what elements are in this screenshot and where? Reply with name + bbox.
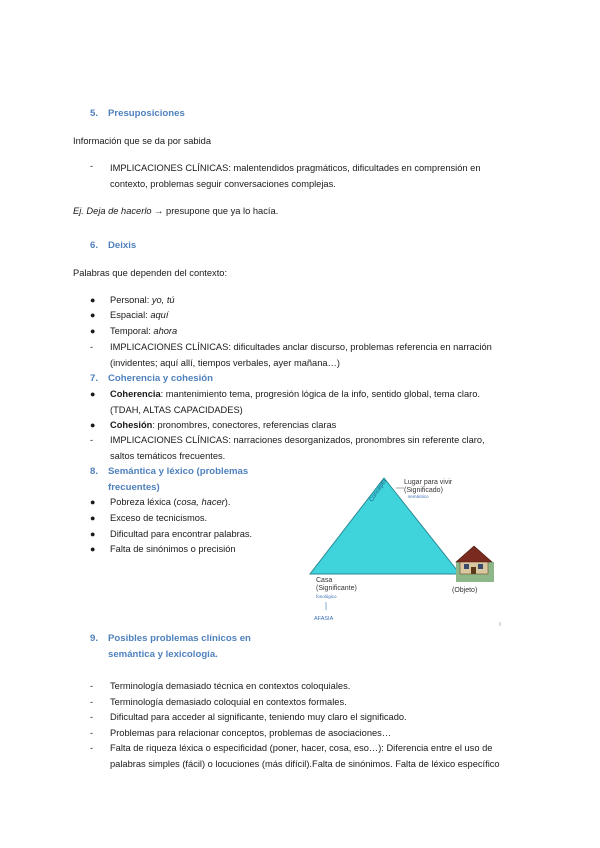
section-6-heading — [90, 238, 136, 253]
deixis-label: Personal: — [110, 295, 152, 305]
semantica-item-2 — [0, 511, 300, 526]
coherencia-text: : mantenimiento tema, progresión lógica de la info, sentido global, tema claro. (TDAH, ALTAS CAPACIDADES) — [110, 389, 481, 415]
section-9-number: 9. — [90, 633, 99, 644]
deixis-item-espacial — [0, 308, 600, 323]
cohesion-text: : pronombres, conectores, referencias claras — [152, 420, 337, 430]
left-small-label: fonológico — [316, 594, 337, 599]
section-5-title: Presuposiciones — [108, 108, 185, 119]
example-italic: Ej. Deja de hacerlo — [73, 206, 152, 216]
top-small-label: semántico — [408, 494, 429, 499]
bullet-marker: ● — [90, 513, 96, 523]
section-9-title-line2: semántica y lexicología. — [108, 649, 218, 660]
house-icon — [456, 546, 494, 582]
item-text: Exceso de tecnicismos. — [110, 513, 208, 523]
cohesion-label: Cohesión — [110, 420, 153, 430]
bullet-marker: ● — [90, 389, 96, 399]
item-text: ). — [224, 497, 231, 507]
object-label: (Objeto) — [452, 587, 478, 594]
section-5-example — [73, 204, 278, 219]
semiotic-triangle-diagram — [300, 474, 515, 629]
bullet-marker: ● — [90, 497, 96, 507]
top-label-line1: Lugar para vivir — [404, 479, 453, 486]
bullet-marker: ● — [90, 310, 96, 320]
dash-marker: - — [90, 743, 94, 753]
bullet-marker: ● — [90, 420, 96, 430]
example-arrow: → — [151, 206, 167, 216]
coherencia-label: Coherencia — [110, 389, 161, 399]
bullet-marker: ● — [90, 544, 96, 554]
section-5-number: 5. — [90, 108, 99, 119]
dash-marker: - — [90, 728, 94, 738]
side-label: Concepto — [368, 478, 389, 504]
implicaciones-text: : malentendidos pragmáticos, dificultades en comprensión en contexto, problemas seguir conversaciones complejas. — [110, 163, 481, 189]
item-text: Falta de sinónimos o precisión — [110, 544, 236, 554]
problem-item-3 — [0, 710, 600, 725]
item-text: Dificultad para encontrar palabras. — [110, 529, 253, 539]
item-text: Terminología demasiado coloquial en contextos formales. — [110, 697, 347, 707]
implicaciones-label: IMPLICACIONES CLÍNICAS — [110, 435, 229, 445]
semantica-item-3 — [0, 527, 300, 542]
item-italic: cosa, hacer — [176, 497, 225, 507]
bullet-marker: ● — [90, 326, 96, 336]
cohesion-item — [0, 418, 600, 433]
semantica-item-1 — [0, 495, 300, 510]
bullet-marker: ● — [90, 295, 96, 305]
example-rest: presupone que ya lo hacía. — [166, 206, 279, 216]
deixis-value: ahora — [153, 326, 178, 336]
section-8-title-line2: frecuentes) — [108, 482, 160, 493]
dash-marker: - — [90, 697, 94, 707]
deixis-item-temporal — [0, 324, 600, 339]
deixis-item-personal — [0, 293, 600, 308]
dash-marker: - — [90, 681, 94, 691]
dash-marker: - — [90, 161, 94, 171]
problem-item-4 — [0, 726, 600, 741]
afasia-label: AFASIA — [314, 616, 334, 622]
section-6-title: Deixis — [108, 240, 137, 251]
section-5-intro: Información que se da por sabida — [73, 136, 211, 146]
section-8-title-line1: Semántica y léxico (problemas — [108, 466, 249, 477]
section-7-title: Coherencia y cohesión — [108, 373, 214, 384]
section-8-heading — [90, 464, 290, 496]
section-5-heading — [90, 106, 185, 121]
section-7-heading — [90, 371, 213, 386]
bullet-marker: ● — [90, 529, 96, 539]
section-6-intro: Palabras que dependen del contexto: — [73, 268, 228, 278]
left-label-line2: (Significante) — [316, 585, 357, 592]
problem-item-1 — [0, 679, 600, 694]
left-label-line1: Casa — [316, 577, 333, 584]
section-7-number: 7. — [90, 373, 99, 384]
section-8-number: 8. — [90, 466, 99, 477]
item-text: Problemas para relacionar conceptos, problemas de asociaciones… — [110, 728, 392, 738]
dash-marker: - — [90, 342, 94, 352]
dash-marker: - — [90, 435, 94, 445]
dash-marker: - — [90, 712, 94, 722]
implicaciones-label: IMPLICACIONES CLÍNICAS — [110, 342, 229, 352]
section-9-heading — [90, 631, 340, 663]
item-text: Pobreza léxica ( — [110, 497, 177, 507]
implicaciones-text: : dificultades anclar discurso, problemas referencia en narración (invidentes; aquí allí, tiempos verbales, ayer mañana…) — [110, 342, 492, 368]
semantica-item-4 — [0, 542, 300, 557]
deixis-value: yo, tú — [151, 295, 175, 305]
deixis-label: Temporal: — [110, 326, 154, 336]
section-6-number: 6. — [90, 240, 99, 251]
top-label-line2: (Significado) — [404, 487, 443, 494]
item-text: Falta de riqueza léxica o especificidad (poner, hacer, cosa, eso…): Diferencia entre el uso de palabras simples (fácil) o locuciones (más difícil).Falta de sinónimos. Falta de léxico específico — [110, 743, 500, 769]
item-text: Terminología demasiado técnica en contextos coloquiales. — [110, 681, 351, 691]
deixis-value: aquí — [150, 310, 169, 320]
problem-item-2 — [0, 695, 600, 710]
implicaciones-text: : narraciones desorganizados, pronombres sin referente claro, saltos temáticos frecuentes. — [110, 435, 485, 461]
item-text: Dificultad para acceder al significante, teniendo muy claro el significado. — [110, 712, 407, 722]
deixis-label: Espacial: — [110, 310, 151, 320]
implicaciones-label: IMPLICACIONES CLÍNICAS — [110, 163, 229, 173]
section-9-title-line1: Posibles problemas clínicos en — [108, 633, 251, 644]
